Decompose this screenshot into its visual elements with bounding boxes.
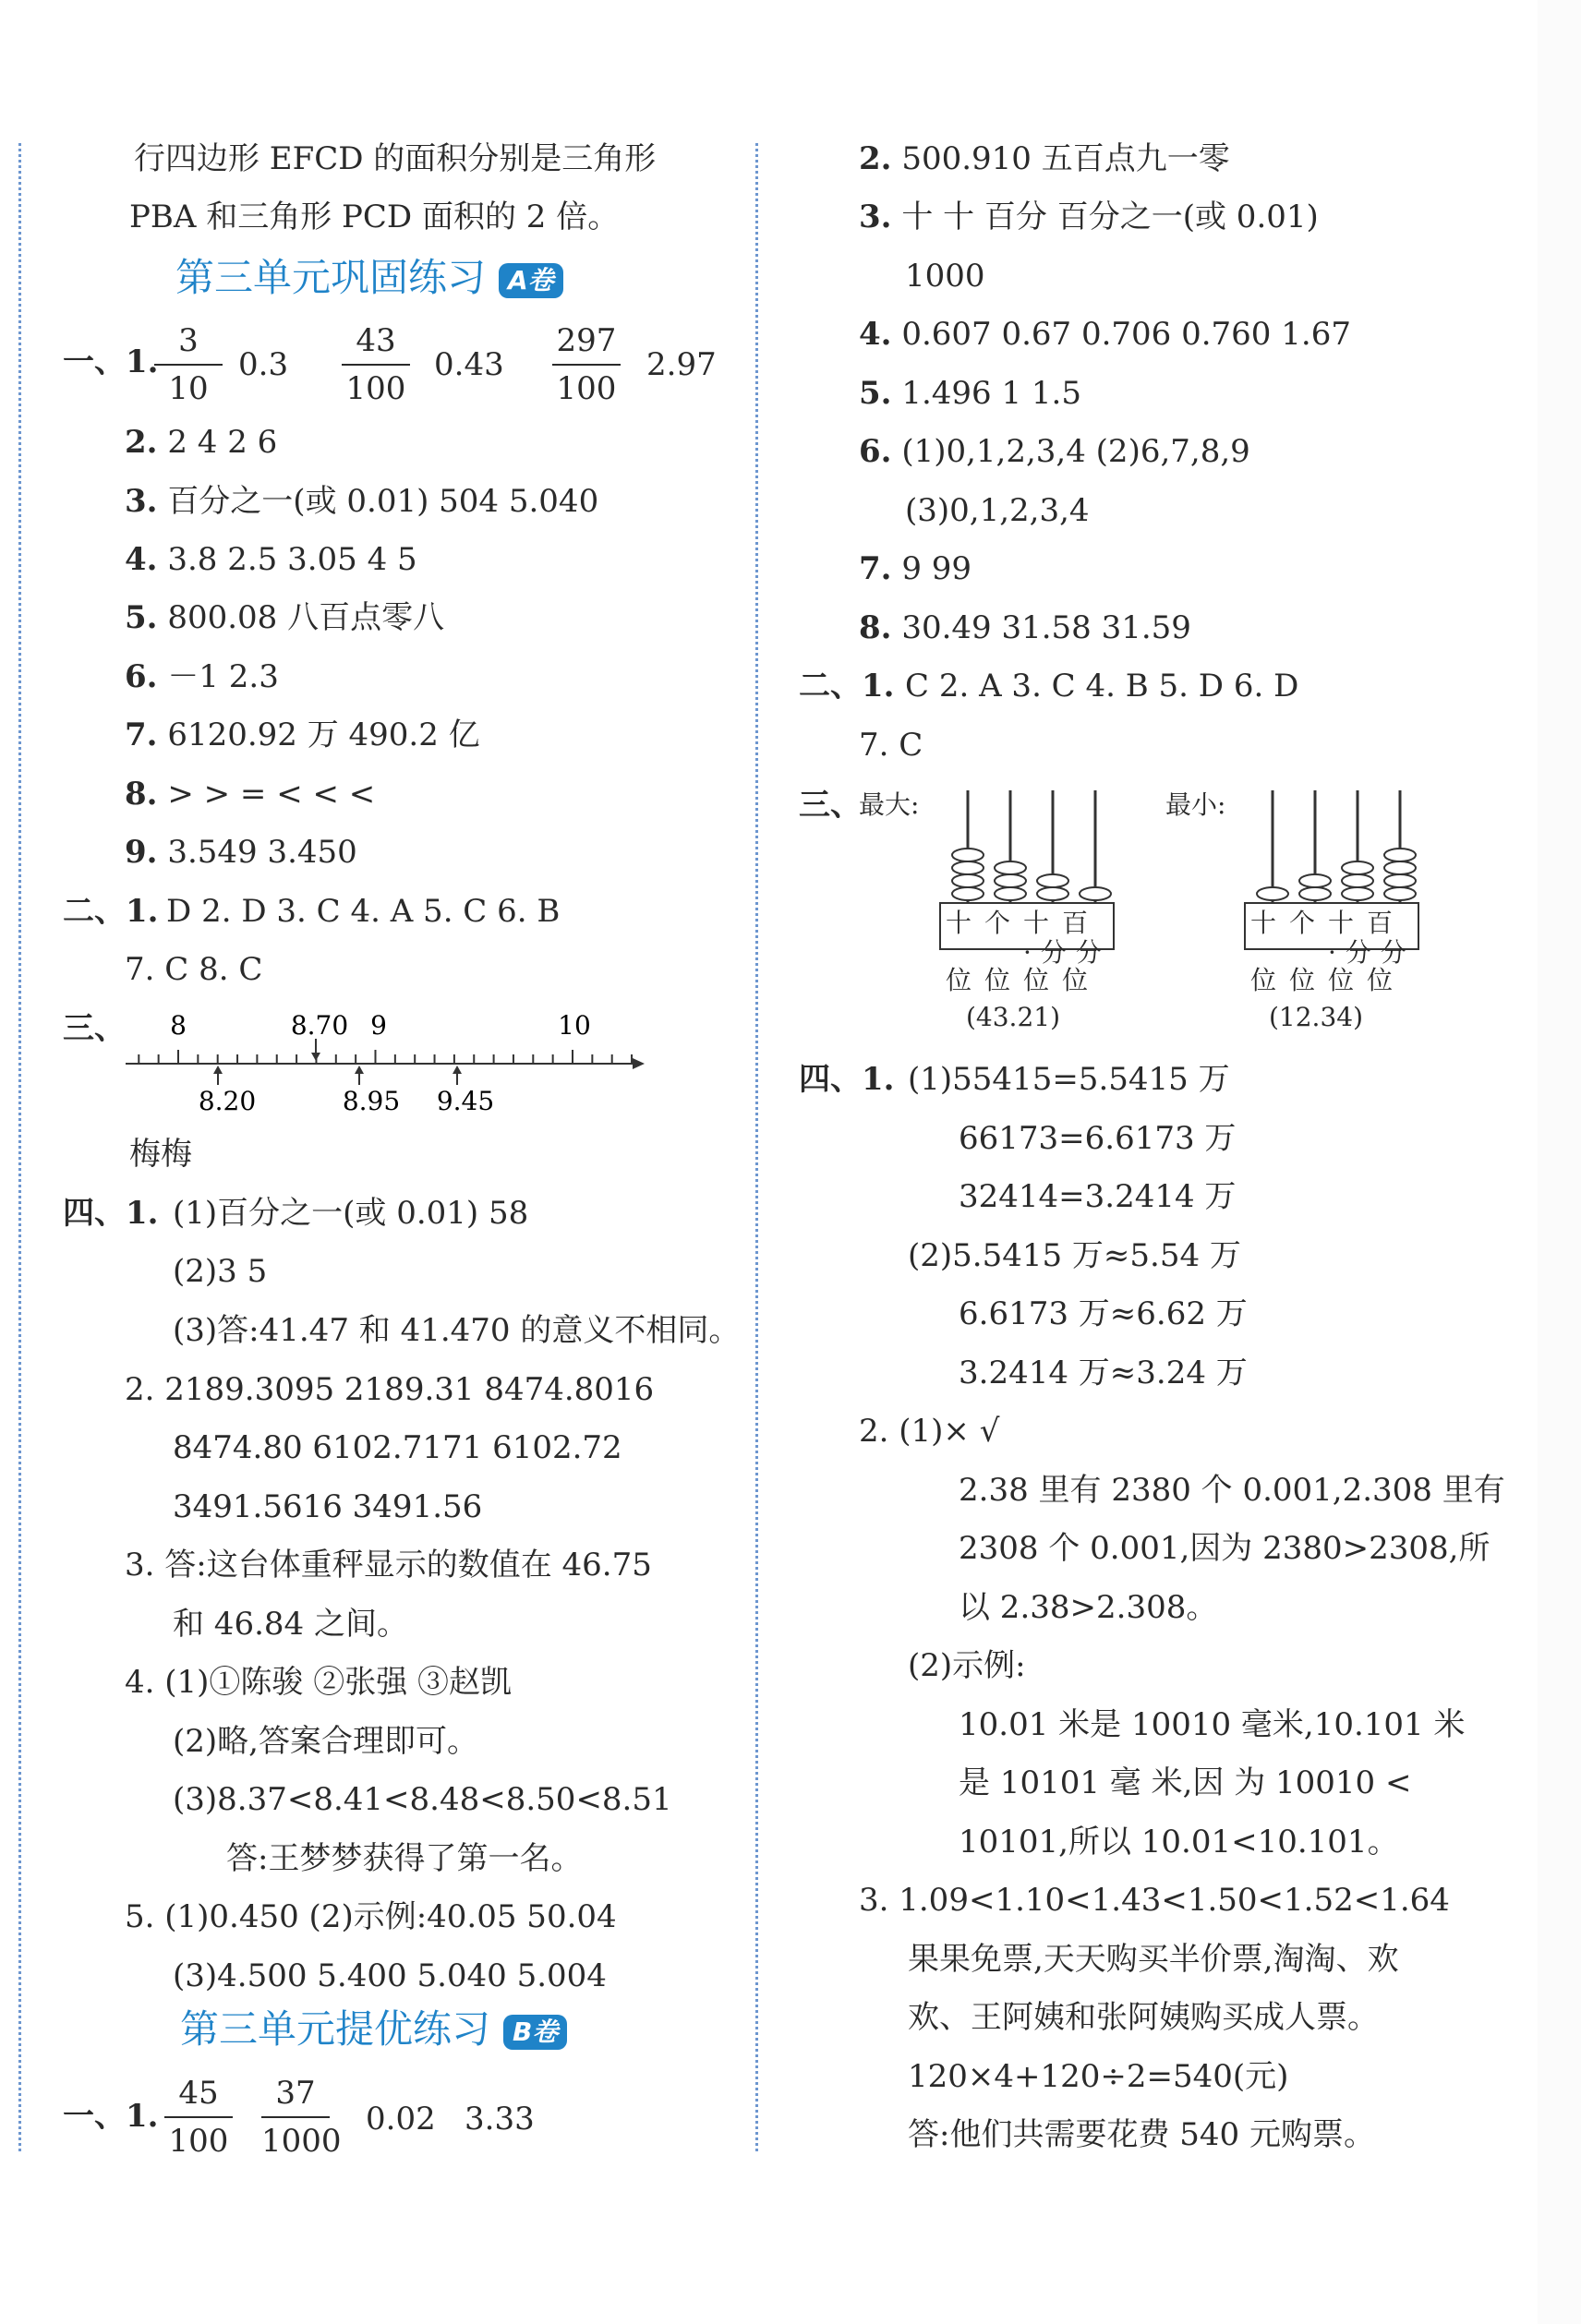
abacus-bead (1037, 887, 1068, 900)
abacus-min-value: (12.34) (1269, 1002, 1364, 1032)
fraction-b2 (261, 2075, 342, 2160)
abacus-bead (1384, 849, 1416, 861)
section-1-label-b: 一、1. (63, 2098, 159, 2135)
right-section-3-label: 三、 (799, 787, 862, 824)
column-divider (755, 143, 758, 2151)
decimal-1: 0.3 (238, 346, 289, 383)
answer-line: 6.6173 万≈6.62 万 (959, 1295, 1248, 1332)
answer-line: 120×4+120÷2=540(元) (908, 2058, 1289, 2095)
answer-line: 果果免票,天天购买半价票,淘淘、欢 (908, 1941, 1399, 1978)
right-section-4-label: 四、1. (799, 1061, 895, 1098)
answer-line: (2)5.5415 万≈5.54 万 (908, 1237, 1241, 1274)
answer-line: 答:王梦梦获得了第一名。 (226, 1840, 583, 1877)
right-item-cont: (3)0,1,2,3,4 (905, 492, 1090, 529)
answer-line: 欢、王阿姨和张阿姨购买成人票。 (908, 1999, 1379, 2036)
mark-arrowhead-945 (453, 1066, 462, 1074)
numerator: 3 (178, 322, 199, 359)
abacus-bead (1299, 874, 1331, 887)
numerator: 43 (356, 322, 396, 359)
choice-answers: D 2. D 3. C 4. A 5. C 6. B (166, 893, 561, 930)
tick-marks (139, 1050, 632, 1064)
answer-line: (2)3 5 (173, 1253, 268, 1290)
tick-label: 8 (170, 1010, 187, 1041)
unit-a-badge: A卷 (499, 263, 563, 298)
answer-line: 10.01 米是 10010 毫米,10.101 米 (959, 1706, 1466, 1743)
abacus-bead (952, 887, 984, 900)
abacus-bead (1384, 874, 1416, 887)
abacus-max-places-3: 位位位位 (946, 965, 1102, 995)
abacus-max-places-2: ·分分 (1023, 937, 1111, 968)
answer-line: 10101,所以 10.01<10.101。 (959, 1824, 1399, 1860)
left-margin-line (18, 143, 21, 2151)
abacus-bead (1299, 887, 1331, 900)
abacus-bead (1384, 861, 1416, 874)
right-item: 2. 500.910 五百点九一零 (859, 140, 1230, 177)
abacus-bead (1257, 887, 1288, 900)
answer-line: 2308 个 0.001,因为 2380>2308,所 (959, 1530, 1490, 1567)
fraction-2 (342, 322, 410, 407)
item-number: 6. －1 2.3 (125, 658, 279, 695)
abacus-bead (995, 874, 1026, 887)
abacus-bead (952, 874, 984, 887)
answer-line: 是 10101 毫 米,因 为 10010 < (959, 1764, 1412, 1801)
abacus-bead (995, 861, 1026, 874)
section-2-label: 二、1. (63, 893, 159, 930)
denominator: 1000 (261, 2123, 342, 2160)
arrow-label: 8.95 (342, 1086, 401, 1116)
answer-line: 5. (1)0.450 (2)示例:40.05 50.04 (125, 1898, 617, 1935)
answer-line: 4. (1)①陈骏 ②张强 ③赵凯 (125, 1664, 513, 1701)
answer-line: 2.38 里有 2380 个 0.001,2.308 里有 (959, 1472, 1505, 1509)
answer-line: (1)55415=5.5415 万 (908, 1061, 1230, 1098)
right-item: 5. 1.496 1 1.5 (859, 375, 1081, 412)
mark-arrowhead-895 (355, 1066, 364, 1074)
tick-label: 8.70 (290, 1010, 349, 1041)
right-item: 3. 十 十 百分 百分之一(或 0.01) (859, 199, 1319, 235)
item-number: 7. 6120.92 万 490.2 亿 (125, 716, 480, 753)
decimal-3: 2.97 (646, 346, 717, 383)
answer-line: 2. (1)× √ (859, 1413, 1000, 1450)
answer-line: 3491.5616 3491.56 (173, 1488, 483, 1525)
section-4-label: 四、1. (63, 1195, 159, 1232)
answer-line: 2. 2189.3095 2189.31 8474.8016 (125, 1371, 655, 1408)
answer-line: 答:他们共需要花费 540 元购票。 (908, 2116, 1375, 2153)
abacus-bead (1384, 887, 1416, 900)
intro-line-1: 行四边形 EFCD 的面积分别是三角形 (134, 140, 657, 177)
denominator: 100 (556, 370, 617, 407)
section-1-label: 一、1. (63, 343, 159, 380)
decimal-b1: 0.02 (366, 2101, 436, 2137)
right-item: 4. 0.607 0.67 0.706 0.760 1.67 (859, 316, 1351, 353)
numerator: 37 (275, 2075, 316, 2112)
answer-line: (3)4.500 5.400 5.040 5.004 (173, 1957, 607, 1994)
arrow-label: 8.20 (198, 1086, 257, 1116)
abacus-min-title: 最小: (1165, 789, 1226, 820)
answer-line: 3. 答:这台体重秤显示的数值在 46.75 (125, 1547, 652, 1583)
answer-line: (3)8.37<8.41<8.48<8.50<8.51 (173, 1781, 672, 1818)
right-choice-answers-2: 7. C (859, 727, 923, 764)
mark-arrowhead-820 (213, 1066, 223, 1074)
abacus-bead (952, 861, 984, 874)
item-number: 9. 3.549 3.450 (125, 834, 357, 871)
abacus-bead (1342, 861, 1373, 874)
item-number: 4. 3.8 2.5 3.05 4 5 (125, 541, 417, 578)
denominator: 100 (345, 370, 406, 407)
abacus-bead (1080, 887, 1111, 900)
tick-label: 10 (558, 1010, 591, 1041)
denominator: 100 (168, 2123, 229, 2160)
right-item-cont: 1000 (905, 258, 985, 295)
answer-line: 和 46.84 之间。 (173, 1606, 408, 1643)
abacus-max-value: (43.21) (966, 1002, 1061, 1032)
number-line (120, 1002, 656, 1122)
right-item: 7. 9 99 (859, 550, 972, 587)
section-3-label: 三、 (63, 1010, 126, 1047)
abacus-bead (995, 887, 1026, 900)
decimal-b2: 3.33 (465, 2101, 535, 2137)
answer-line: 8474.80 6102.7171 6102.72 (173, 1429, 622, 1466)
right-section-2-label: 二、1. (799, 668, 895, 704)
answer-line: (2)略,答案合理即可。 (173, 1723, 478, 1760)
mark-arrowhead-870 (311, 1053, 320, 1061)
right-choice-answers: C 2. A 3. C 4. B 5. D 6. D (905, 668, 1299, 704)
number-line-answer: 梅梅 (129, 1136, 192, 1173)
unit-b-title: 第三单元提优练习 (180, 2006, 491, 2052)
intro-line-2: PBA 和三角形 PCD 面积的 2 倍。 (129, 199, 620, 235)
answer-line: (2)示例: (908, 1647, 1026, 1684)
choice-answers-2: 7. C 8. C (125, 951, 263, 988)
answer-line: 3.2414 万≈3.24 万 (959, 1355, 1248, 1391)
unit-b-badge: B卷 (503, 2015, 567, 2050)
unit-a-title: 第三单元巩固练习 (175, 255, 487, 300)
answer-line: (1)百分之一(或 0.01) 58 (173, 1195, 529, 1232)
unit-a-heading (175, 255, 563, 300)
item-number: 5. 800.08 八百点零八 (125, 599, 445, 636)
abacus-max-title: 最大: (859, 789, 920, 820)
fraction-3 (552, 322, 621, 407)
tick-label: 9 (370, 1010, 387, 1041)
denominator: 10 (168, 370, 209, 407)
arrow-label: 9.45 (436, 1086, 495, 1116)
answer-line: 3. 1.09<1.10<1.43<1.50<1.52<1.64 (859, 1882, 1450, 1919)
numerator: 45 (178, 2075, 219, 2112)
fraction-1 (154, 322, 223, 407)
item-number: 3. 百分之一(或 0.01) 504 5.040 (125, 483, 599, 520)
answer-line: 32414=3.2414 万 (959, 1178, 1237, 1215)
answer-line: 以 2.38>2.308。 (959, 1589, 1218, 1626)
answer-line: 66173=6.6173 万 (959, 1120, 1237, 1157)
right-item: 6. (1)0,1,2,3,4 (2)6,7,8,9 (859, 433, 1250, 470)
abacus-bead (952, 849, 984, 861)
fraction-b1 (164, 2075, 233, 2160)
item-number: 2. 2 4 2 6 (125, 424, 278, 461)
axis-arrowhead (633, 1058, 645, 1069)
numerator: 297 (556, 322, 617, 359)
item-number: 8. > > = < < < (125, 776, 376, 813)
unit-b-heading (180, 2006, 567, 2052)
abacus-min-places: 十个十百 (1250, 908, 1406, 938)
decimal-2: 0.43 (434, 346, 504, 383)
abacus-max-places: 十个十百 (946, 908, 1102, 938)
abacus-min-places-3: 位位位位 (1250, 965, 1406, 995)
right-item: 8. 30.49 31.58 31.59 (859, 609, 1191, 646)
answer-line: (3)答:41.47 和 41.470 的意义不相同。 (173, 1312, 741, 1349)
abacus-bead (1037, 874, 1068, 887)
abacus-bead (1342, 874, 1373, 887)
abacus-min-places-2: ·分分 (1328, 937, 1416, 968)
abacus-bead (1342, 887, 1373, 900)
